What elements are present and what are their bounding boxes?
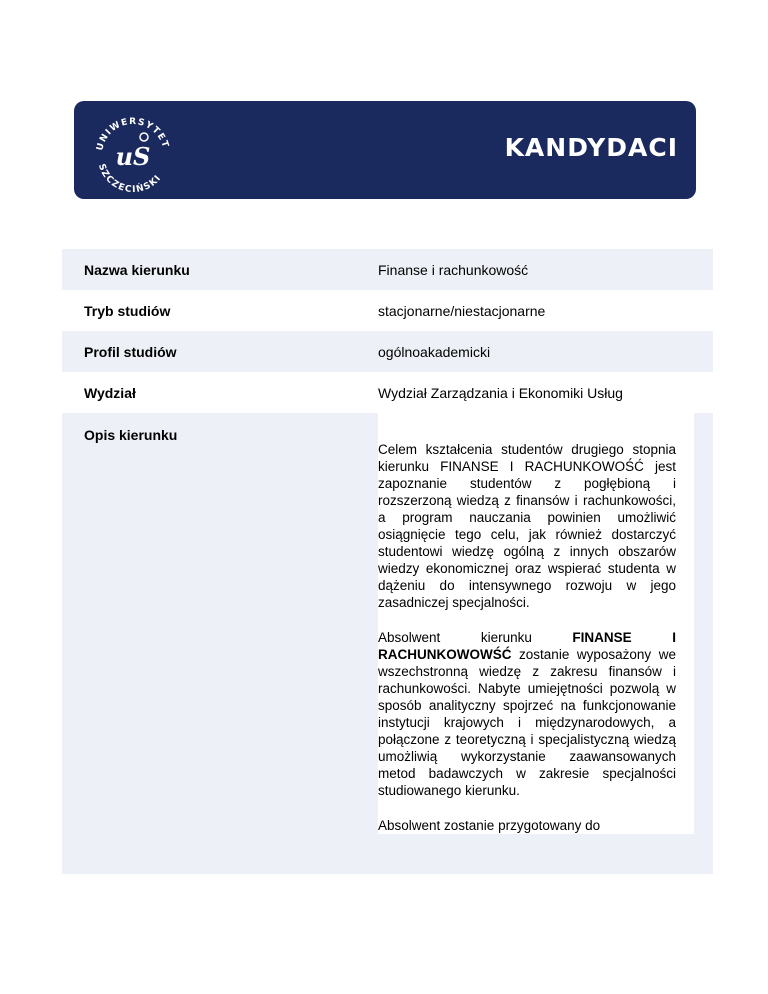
description-text xyxy=(378,413,694,834)
row-label: Opis kierunku xyxy=(84,427,178,443)
row-label: Tryb studiów xyxy=(84,302,171,319)
row-label: Nazwa kierunku xyxy=(84,261,190,278)
header-banner xyxy=(74,101,696,199)
row-value: ogólnoakademicki xyxy=(378,343,491,360)
table-row xyxy=(62,331,713,372)
description-paragraph: Celem kształcenia studentów drugiego stopnia kierunku FINANSE I RACHUNKOWOŚĆ jest zapoznanie studentów z pogłębioną i rozszerzoną wiedzą z finansów i rachunkowości, a program nauczania powinien umożliwić osiągnięcie tego celu, jak również dostarczyć studentowi wiedzę ogólną z innych obszarów wiedzy ekonomicznej oraz wspierać studenta w dążeniu do intensywnego rozwoju w jego zasadniczej specjalności. xyxy=(378,442,676,610)
description-paragraph: Absolwent zostanie przygotowany do xyxy=(378,818,601,833)
description-row xyxy=(62,413,713,874)
row-label: Wydział xyxy=(84,384,136,401)
row-value: Wydział Zarządzania i Ekonomiki Usług xyxy=(378,384,623,401)
table-row xyxy=(62,372,713,413)
university-logo xyxy=(90,107,176,193)
description-cell xyxy=(378,413,713,874)
table-row xyxy=(62,290,713,331)
row-value: Finanse i rachunkowość xyxy=(378,261,529,278)
svg-text:UNIWERSYTET: UNIWERSYTET xyxy=(95,116,171,152)
row-value: stacjonarne/niestacjonarne xyxy=(378,302,546,319)
program-info-table xyxy=(62,249,713,874)
row-label: Profil studiów xyxy=(84,343,177,360)
svg-text:uS: uS xyxy=(115,142,151,171)
description-paragraph: Absolwent kierunku FINANSE I RACHUNKOWOWŚĆ zostanie wyposażony we wszechstronną wiedzę z zakresu finansów i rachunkowości. Nabyte umiejętności pozwolą w sposób analityczny spojrzeć na funkcjonowanie instytucji krajowych i międzynarodowych, a połączone z teoretyczną i specjalistyczną wiedzą umożliwią wykorzystanie zaawansowanych metod badawczych w zakresie specjalności studiowanego kierunku. xyxy=(378,630,676,798)
table-row xyxy=(62,249,713,290)
banner-title: KANDYDACI xyxy=(504,133,678,162)
svg-text:SZCZECIŃSKI: SZCZECIŃSKI xyxy=(95,162,164,193)
